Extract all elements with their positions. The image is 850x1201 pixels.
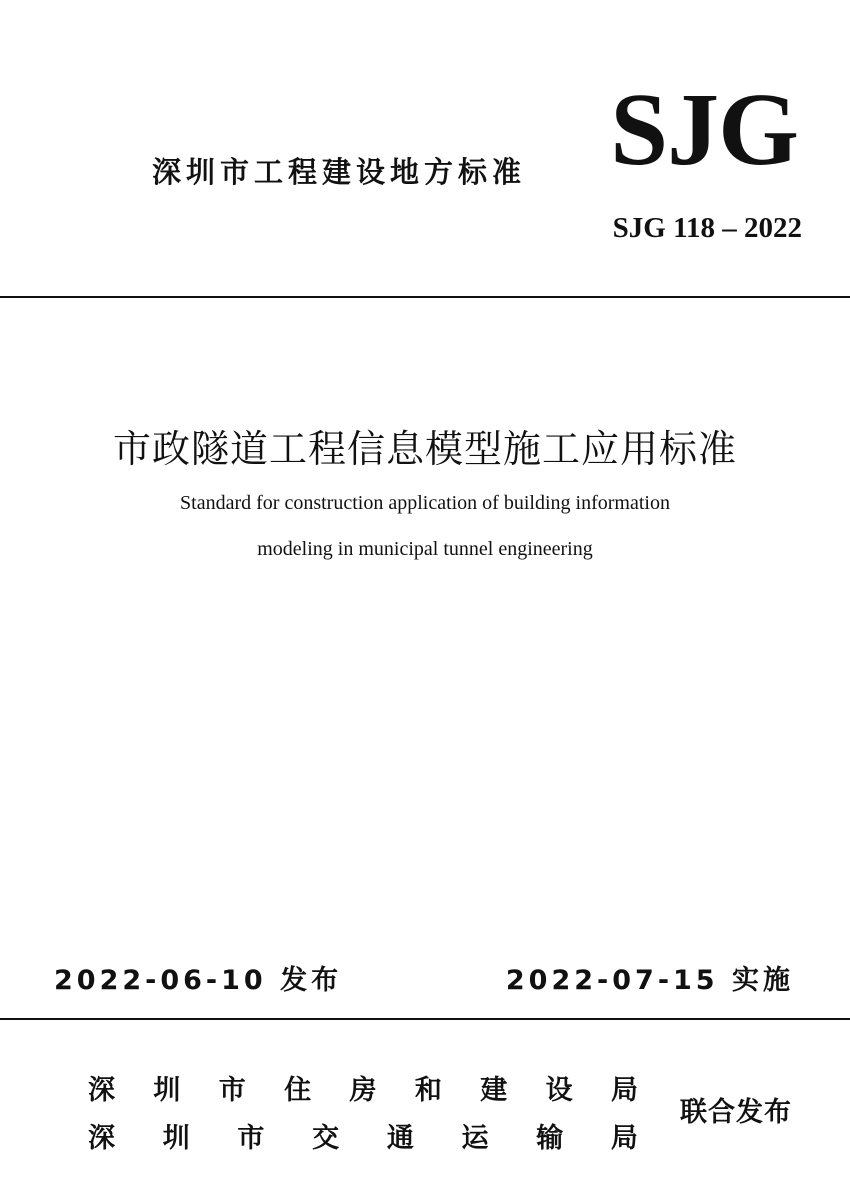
issuer-char: 市 <box>218 1075 246 1106</box>
english-title-line-2: modeling in municipal tunnel engineering <box>257 538 593 560</box>
issuer-char: 圳 <box>153 1075 181 1106</box>
issuer-char: 通 <box>386 1123 414 1154</box>
issuer-char: 市 <box>237 1123 265 1154</box>
top-divider <box>0 296 850 298</box>
joint-publication-label: 联合发布 <box>680 1097 792 1128</box>
issuer-char: 运 <box>461 1123 489 1154</box>
issuer-char: 设 <box>545 1075 573 1106</box>
issuer-char: 局 <box>611 1075 638 1106</box>
chinese-title: 市政隧道工程信息模型施工应用标准 <box>112 427 737 471</box>
issue-date: 2022-06-10 发布 <box>54 965 343 996</box>
standard-number: SJG 118 – 2022 <box>612 212 802 244</box>
issuer-housing-bureau <box>88 1068 638 1107</box>
issuer-char: 深 <box>88 1123 115 1154</box>
issuer-char: 局 <box>610 1123 638 1154</box>
issuer-char: 交 <box>312 1123 340 1154</box>
issuer-char: 房 <box>349 1075 377 1106</box>
issuer-char: 和 <box>414 1075 442 1106</box>
issuer-char: 建 <box>480 1075 508 1106</box>
issuer-char: 住 <box>284 1075 312 1106</box>
issuer-transport-bureau <box>88 1116 638 1155</box>
issuer-char: 输 <box>536 1123 564 1154</box>
english-title-line-1: Standard for construction application of building information <box>180 492 670 514</box>
effective-date: 2022-07-15 实施 <box>505 965 794 996</box>
issuer-char: 圳 <box>162 1123 190 1154</box>
series-title: 深圳市工程建设地方标准 <box>152 155 527 189</box>
sjg-logo: SJG <box>610 72 798 187</box>
issuer-char: 深 <box>88 1075 115 1106</box>
bottom-divider <box>0 1018 850 1020</box>
